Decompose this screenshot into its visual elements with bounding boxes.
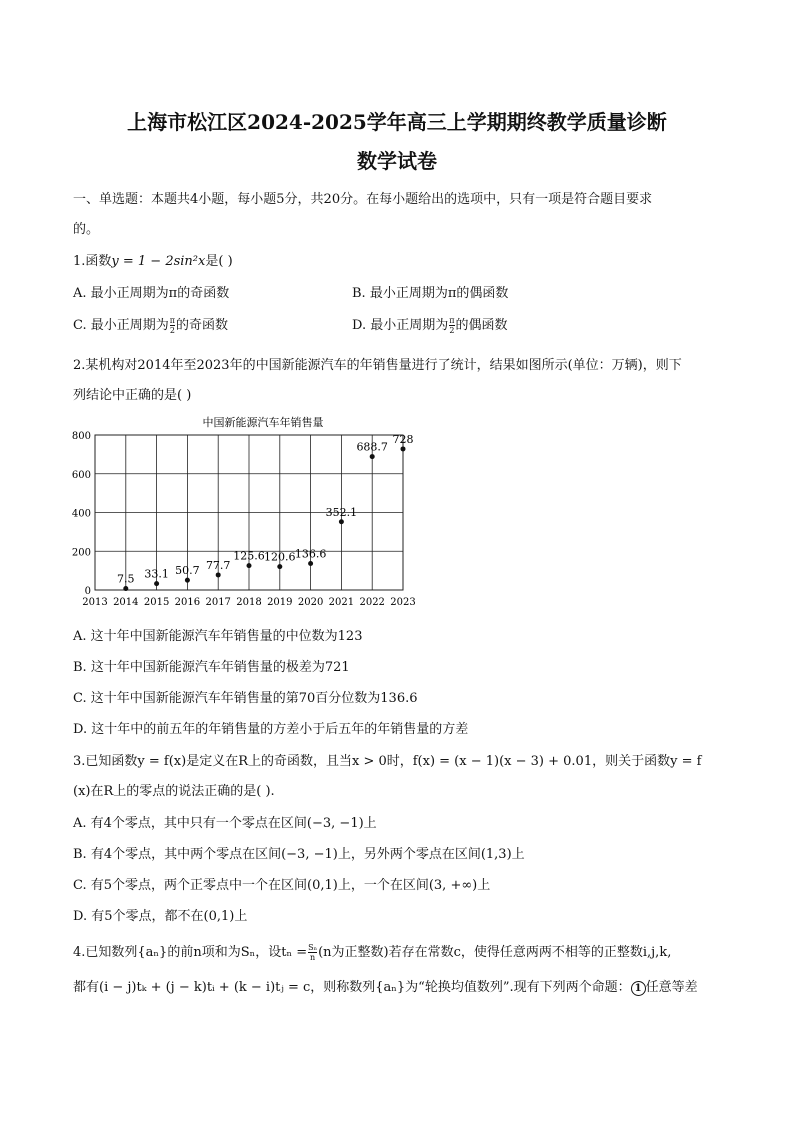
data-label: 120.6 — [264, 550, 296, 564]
q1-option-c-fraction: $\frac{\pi}{2}$ — [169, 316, 176, 335]
q3-option-c: C. 有5个零点，两个正零点中一个在区间(0,1)上，一个在区间(3, +∞)上 — [73, 878, 491, 893]
q3-stem-line2: (x)在R上的零点的说法正确的是( ). — [73, 784, 275, 799]
x-tick-label: 2017 — [205, 597, 231, 608]
q1-option-c-suffix: 的奇函数 — [176, 318, 229, 333]
q3-option-b: B. 有4个零点，其中两个零点在区间(−3, −1)上，另外两个零点在区间(1,3)上 — [73, 847, 525, 862]
x-tick-label: 2016 — [174, 597, 201, 608]
q4-line2-part-a: 都有(i − j)tₖ + (j − k)tᵢ + (k − i)tⱼ = c，则称数列{aₙ}为“轮换均值数列”.现有下列两个命题： — [73, 980, 631, 995]
y-tick-label: 600 — [71, 469, 91, 481]
data-label: 728 — [392, 432, 414, 446]
q1-stem — [73, 250, 233, 269]
data-point — [401, 446, 406, 451]
q1-option-b: B. 最小正周期为π的偶函数 — [352, 286, 509, 301]
data-label: 688.7 — [356, 440, 388, 454]
q4-line2-part-b: 任意等差 — [645, 980, 698, 995]
y-tick-label: 200 — [71, 547, 91, 559]
q4-stem-line2 — [73, 976, 698, 996]
q2-stem-line2: 列结论中正确的是( ) — [73, 388, 192, 403]
q1-stem-prefix: 1.函数 — [73, 254, 112, 269]
x-tick-label: 2020 — [297, 597, 324, 608]
q3-stem-line1: 3.已知函数y = f(x)是定义在R上的奇函数，且当x > 0时，f(x) = (x − 1)(x − 3) + 0.01，则关于函数y = f — [73, 754, 702, 769]
data-label: 125.6 — [233, 549, 265, 563]
section-instructions-line1: 一、单选题：本题共4小题，每小题5分，共20分。在每小题给出的选项中，只有一项是符合题目要求 — [73, 192, 653, 207]
q1-option-d-fraction: $\frac{\pi}{2}$ — [449, 316, 455, 335]
sales-chart — [60, 412, 430, 612]
x-tick-label: 2014 — [113, 597, 139, 608]
q4-line1-part-b: (n为正整数)若存在常数c，使得任意两两不相等的正整数i,j,k, — [318, 945, 672, 960]
data-point — [123, 586, 128, 591]
q4-stem-line1 — [73, 941, 671, 962]
q2-option-d: D. 这十年中的前五年的年销售量的方差小于后五年的年销售量的方差 — [73, 722, 469, 737]
q1-option-d-prefix: D. 最小正周期为 — [352, 318, 449, 333]
y-tick-label: 400 — [71, 508, 91, 520]
y-tick-label: 800 — [71, 431, 91, 442]
q1-option-c-prefix: C. 最小正周期为 — [73, 318, 169, 333]
data-label: 136.6 — [294, 547, 327, 561]
data-point — [154, 581, 159, 586]
data-point — [370, 454, 375, 459]
q1-stem-suffix: 是( ) — [205, 254, 233, 269]
circled-number-icon: 1 — [631, 981, 646, 996]
data-point — [216, 572, 221, 577]
x-tick-label: 2019 — [267, 597, 293, 608]
x-tick-label: 2018 — [236, 597, 262, 608]
q1-option-d-suffix: 的偶函数 — [455, 318, 508, 333]
q2-option-a: A. 这十年中国新能源汽车年销售量的中位数为123 — [73, 629, 363, 644]
data-point — [277, 564, 282, 569]
exam-subtitle: 数学试卷 — [357, 149, 437, 173]
x-tick-label: 2022 — [359, 597, 385, 608]
q4-fraction: $\frac{\text{Sₙ}}{n}$ — [308, 943, 318, 962]
q4-line1-part-a: 4.已知数列{aₙ}的前n项和为Sₙ，设tₙ = — [73, 945, 308, 960]
q3-option-d: D. 有5个零点，都不在(0,1)上 — [73, 909, 248, 924]
q3-option-a: A. 有4个零点，其中只有一个零点在区间(−3, −1)上 — [73, 816, 377, 831]
data-point — [339, 519, 344, 524]
q2-stem-line1: 2.某机构对2014年至2023年的中国新能源汽车的年销售量进行了统计，结果如图所示(单位：万辆)，则下 — [73, 358, 682, 373]
x-tick-label: 2021 — [328, 597, 355, 608]
section-instructions-line2: 的。 — [73, 222, 100, 237]
data-label: 77.7 — [205, 558, 231, 572]
x-tick-label: 2015 — [143, 597, 170, 608]
data-point — [247, 563, 252, 568]
y-tick-label: 0 — [84, 586, 91, 597]
q2-option-b: B. 这十年中国新能源汽车年销售量的极差为721 — [73, 660, 350, 675]
data-label: 50.7 — [175, 564, 200, 578]
x-tick-label: 2023 — [390, 597, 416, 608]
data-label: 33.1 — [144, 567, 169, 581]
q1-option-d — [352, 314, 508, 335]
x-tick-label: 2013 — [82, 597, 108, 608]
exam-title: 上海市松江区2024-2025学年高三上学期期终教学质量诊断 — [127, 110, 667, 134]
data-point — [185, 578, 190, 583]
data-label: 352.1 — [325, 505, 358, 519]
data-label: 7.5 — [117, 572, 135, 586]
chart-title: 中国新能源汽车年销售量 — [202, 416, 324, 429]
q1-option-c — [73, 314, 228, 335]
q1-option-a: A. 最小正周期为π的奇函数 — [73, 286, 230, 301]
data-point — [308, 561, 313, 566]
q1-formula: y = 1 − 2sin²x — [111, 254, 206, 269]
q2-option-c: C. 这十年中国新能源汽车年销售量的第70百分位数为136.6 — [73, 691, 418, 706]
